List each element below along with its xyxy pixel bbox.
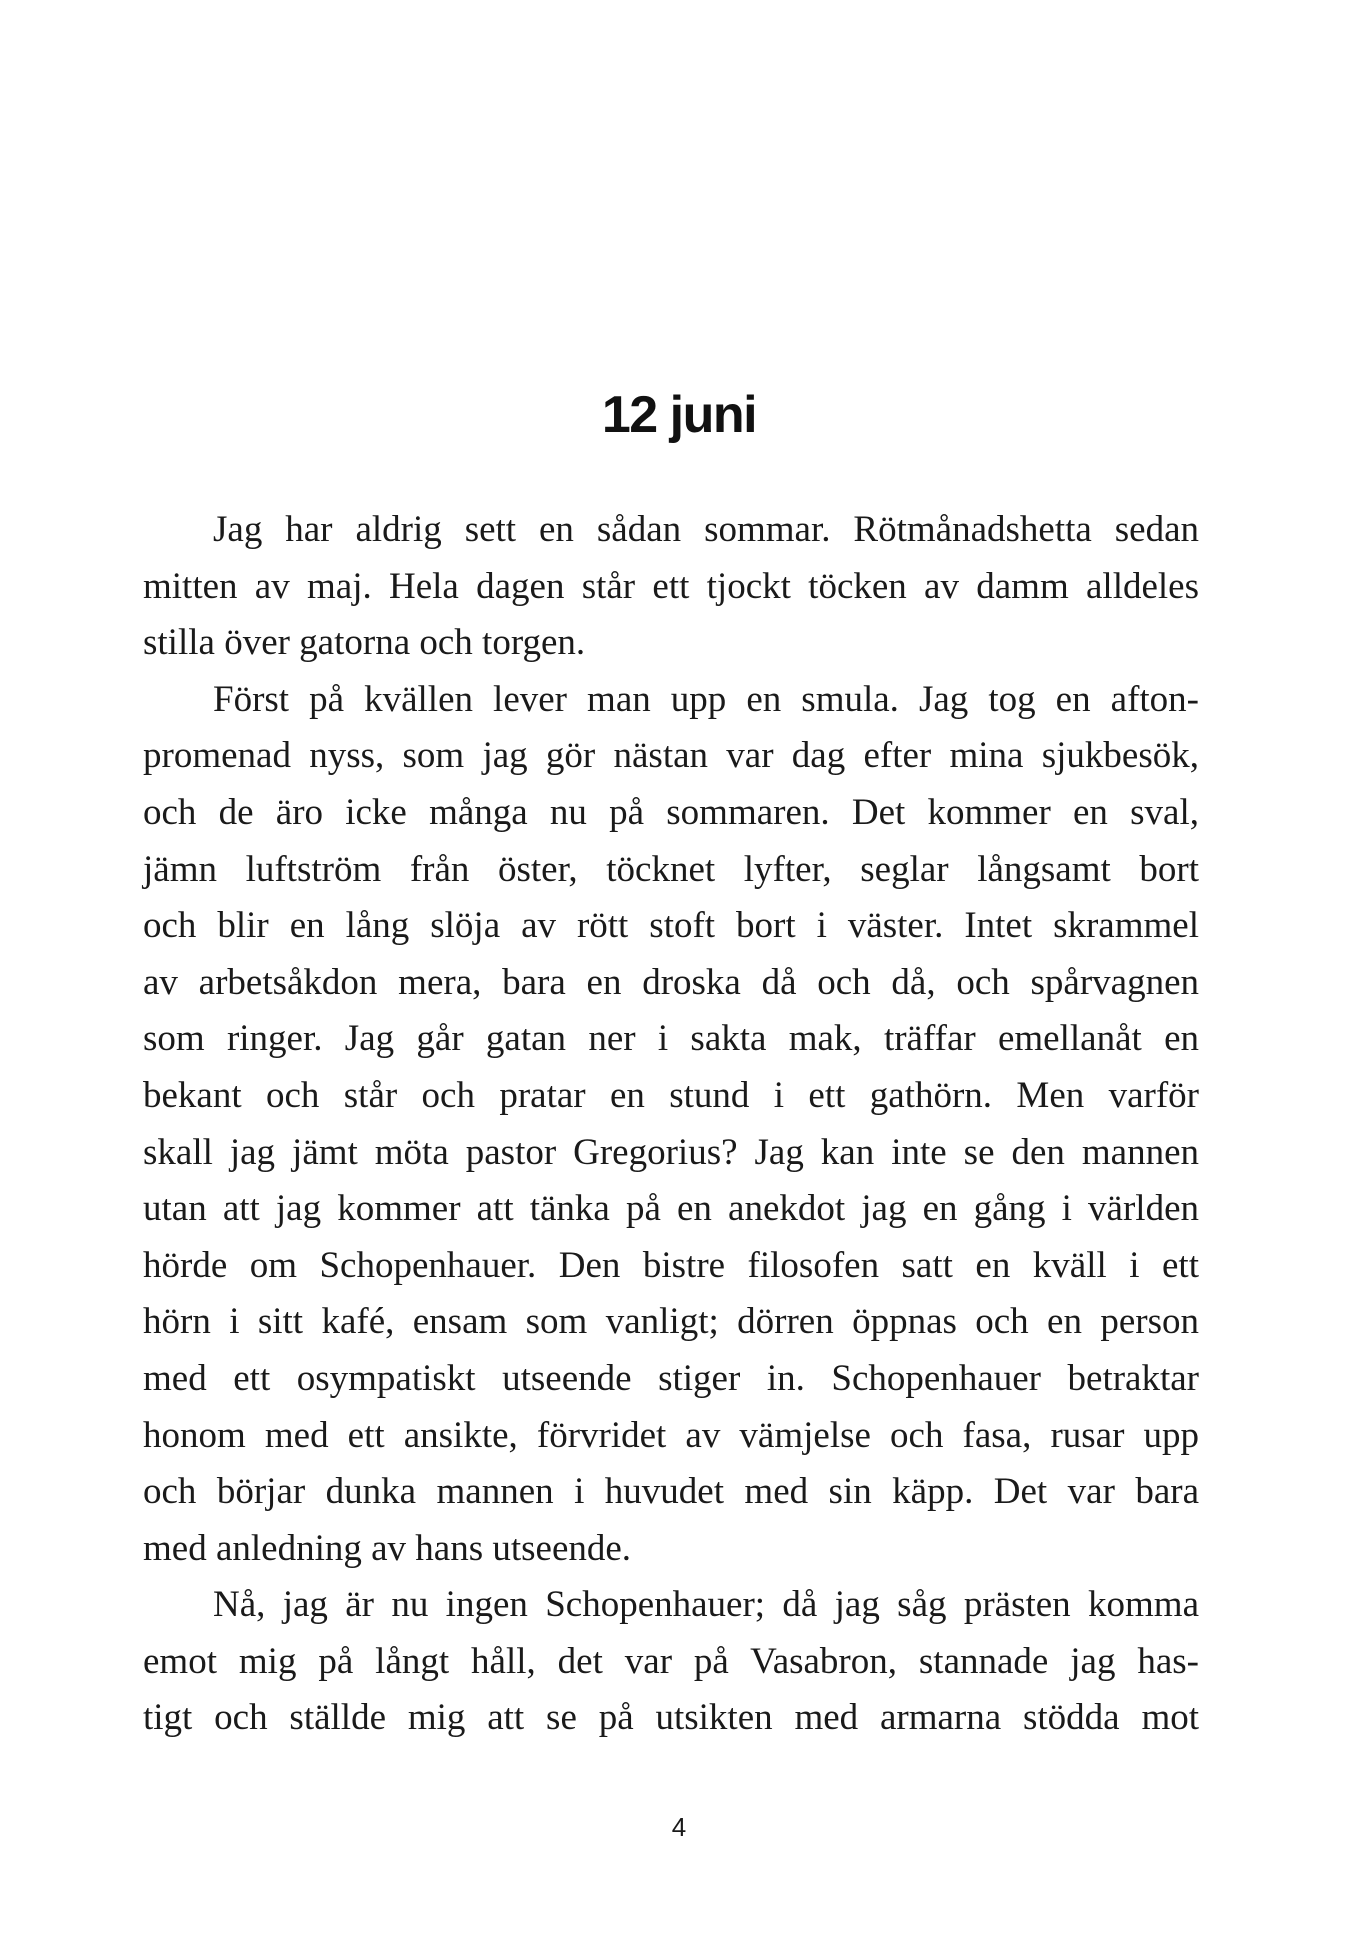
text-line: Först på kvällen lever man upp en smula. Jag tog en afton-: [213, 678, 1199, 720]
chapter-title: 12 juni: [601, 386, 757, 444]
text-line: och blir en lång slöja av rött stoft bort i väster. Intet skrammel: [143, 905, 1199, 947]
text-line: mitten av maj. Hela dagen står ett tjockt töcken av damm alldeles: [143, 565, 1199, 607]
text-line: med anledning av hans utseende.: [143, 1527, 632, 1569]
page-number: 4: [671, 1812, 687, 1842]
text-line: och de äro icke många nu på sommaren. Det kommer en sval,: [143, 791, 1199, 833]
text-line: bekant och står och pratar en stund i ett gathörn. Men varför: [143, 1074, 1199, 1116]
text-line: utan att jag kommer att tänka på en anekdot jag en gång i världen: [143, 1188, 1199, 1230]
text-line: Jag har aldrig sett en sådan sommar. Rötmånadshetta sedan: [213, 509, 1199, 550]
text-line: promenad nyss, som jag gör nästan var dag efter mina sjukbesök,: [143, 735, 1199, 777]
body-text: [143, 502, 1199, 1747]
text-line: stilla över gatorna och torgen.: [143, 622, 586, 664]
text-line: som ringer. Jag går gatan ner i sakta mak, träffar emellanåt en: [143, 1018, 1199, 1060]
text-line: med ett osympatiskt utseende stiger in. Schopenhauer betraktar: [143, 1357, 1199, 1399]
text-line: hörn i sitt kafé, ensam som vanligt; dörren öppnas och en person: [143, 1301, 1199, 1343]
paragraph-2: [143, 672, 1199, 1578]
text-line: emot mig på långt håll, det var på Vasabron, stannade jag has-: [143, 1640, 1199, 1682]
text-line: och börjar dunka mannen i huvudet med sin käpp. Det var bara: [143, 1471, 1199, 1513]
text-line: hörde om Schopenhauer. Den bistre filosofen satt en kväll i ett: [143, 1244, 1199, 1286]
paragraph-3: [143, 1577, 1199, 1747]
text-line: Nå, jag är nu ingen Schopenhauer; då jag såg prästen komma: [213, 1584, 1199, 1626]
text-line: honom med ett ansikte, förvridet av vämjelse och fasa, rusar upp: [143, 1414, 1199, 1456]
text-line: jämn luftström från öster, töcknet lyfter, seglar långsamt bort: [143, 848, 1199, 890]
text-line: skall jag jämt möta pastor Gregorius? Jag kan inte se den mannen: [143, 1131, 1199, 1173]
paragraph-1: [143, 502, 1199, 672]
text-line: av arbetsåkdon mera, bara en droska då och då, och spårvagnen: [143, 961, 1199, 1003]
text-line: tigt och ställde mig att se på utsikten med armarna stödda mot: [143, 1697, 1199, 1739]
